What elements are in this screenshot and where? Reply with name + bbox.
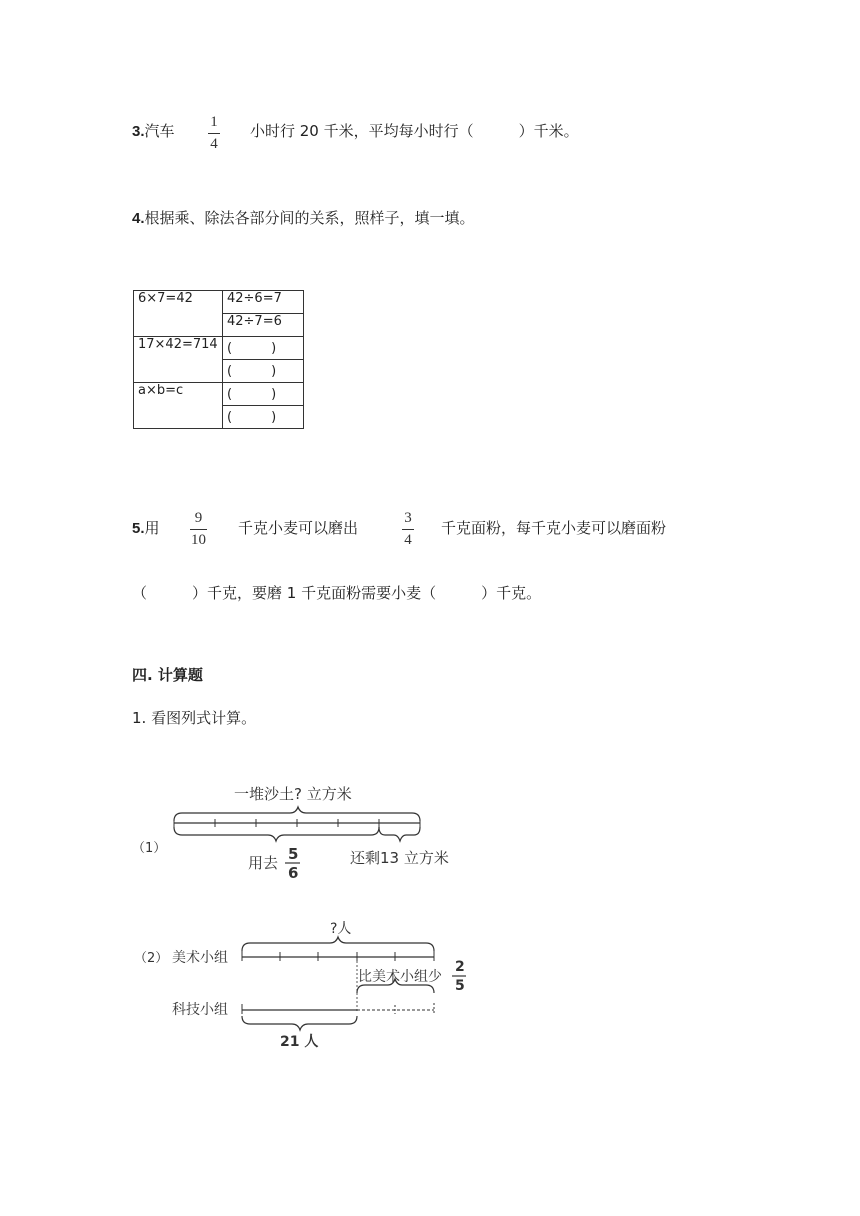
- diagram-2: [130, 915, 490, 1055]
- q5-line-2: （ ）千克，要磨 1 千克面粉需要小麦（ ）千克。: [132, 584, 542, 602]
- diagram2-top-label: ?人: [330, 921, 352, 937]
- q5-fraction-2: [402, 511, 414, 548]
- diagram1-used-label: 用去: [248, 854, 279, 872]
- q3-text-b: 小时行 20 千米，平均每小时行（ ）千米。: [250, 122, 579, 140]
- q3-line: [132, 120, 175, 141]
- answer-blank[interactable]: ( ): [223, 383, 304, 406]
- q4-number: 4.: [132, 210, 145, 227]
- q5-frac2-den: 4: [404, 532, 412, 548]
- q3-frac-num: 1: [210, 114, 218, 130]
- table-cell: 42÷6=7: [223, 291, 304, 314]
- table-cell: 42÷7=6: [223, 314, 304, 337]
- section-title: 四. 计算题: [132, 666, 203, 684]
- q5-text-a: 用: [144, 519, 160, 537]
- used-brace: [174, 827, 379, 841]
- diagram1-top-label: 一堆沙土? 立方米: [234, 785, 352, 803]
- q5-text-b: 千克小麦可以磨出: [238, 519, 359, 537]
- table-cell: 17×42=714: [134, 337, 223, 383]
- table-cell: 6×7=42: [134, 291, 223, 337]
- q5-frac2-num: 3: [404, 510, 412, 526]
- top-brace: [174, 807, 420, 821]
- diagram-1: [130, 775, 490, 885]
- diagram1-used-num: 5: [288, 845, 299, 863]
- left-brace: [379, 827, 420, 841]
- q5-line: [132, 517, 160, 538]
- q5-number: 5.: [132, 520, 145, 537]
- diagram2-label: （2）: [134, 951, 169, 966]
- relation-table: [133, 290, 304, 429]
- diagram2-row1-label: 美术小组: [172, 950, 228, 966]
- answer-blank[interactable]: ( ): [223, 360, 304, 383]
- answer-blank[interactable]: ( ): [223, 337, 304, 360]
- diagram1-label: （1）: [132, 841, 167, 856]
- diagram2-bottom-label: 21 人: [280, 1034, 319, 1050]
- tech-brace: [242, 1016, 357, 1030]
- q3-number: 3.: [132, 123, 145, 140]
- q5-frac1-num: 9: [194, 510, 203, 526]
- q3-frac-den: 4: [210, 136, 218, 152]
- diagram2-row2-label: 科技小组: [172, 1002, 228, 1018]
- diagram2-diff-num: 2: [455, 959, 465, 975]
- table-cell: a×b=c: [134, 383, 223, 429]
- diagram2-diff-den: 5: [455, 978, 465, 994]
- top-brace: [242, 937, 434, 951]
- diagram1-used-den: 6: [288, 864, 299, 882]
- q5-frac1-den: 10: [191, 532, 206, 548]
- answer-blank[interactable]: ( ): [223, 406, 304, 429]
- diagram1-left-label: 还剩13 立方米: [350, 849, 449, 867]
- q5-text-c: 千克面粉，每千克小麦可以磨面粉: [441, 519, 667, 537]
- q5-fraction-1: [190, 511, 207, 548]
- q3-text-a: 汽车: [144, 122, 175, 140]
- q3-fraction: [208, 115, 220, 152]
- q4-text: 根据乘、除法各部分间的关系，照样子，填一填。: [144, 209, 475, 227]
- q4-line: [132, 207, 475, 228]
- section4-q1: 1. 看图列式计算。: [132, 709, 257, 727]
- diagram2-diff-label: 比美术小组少: [358, 969, 442, 985]
